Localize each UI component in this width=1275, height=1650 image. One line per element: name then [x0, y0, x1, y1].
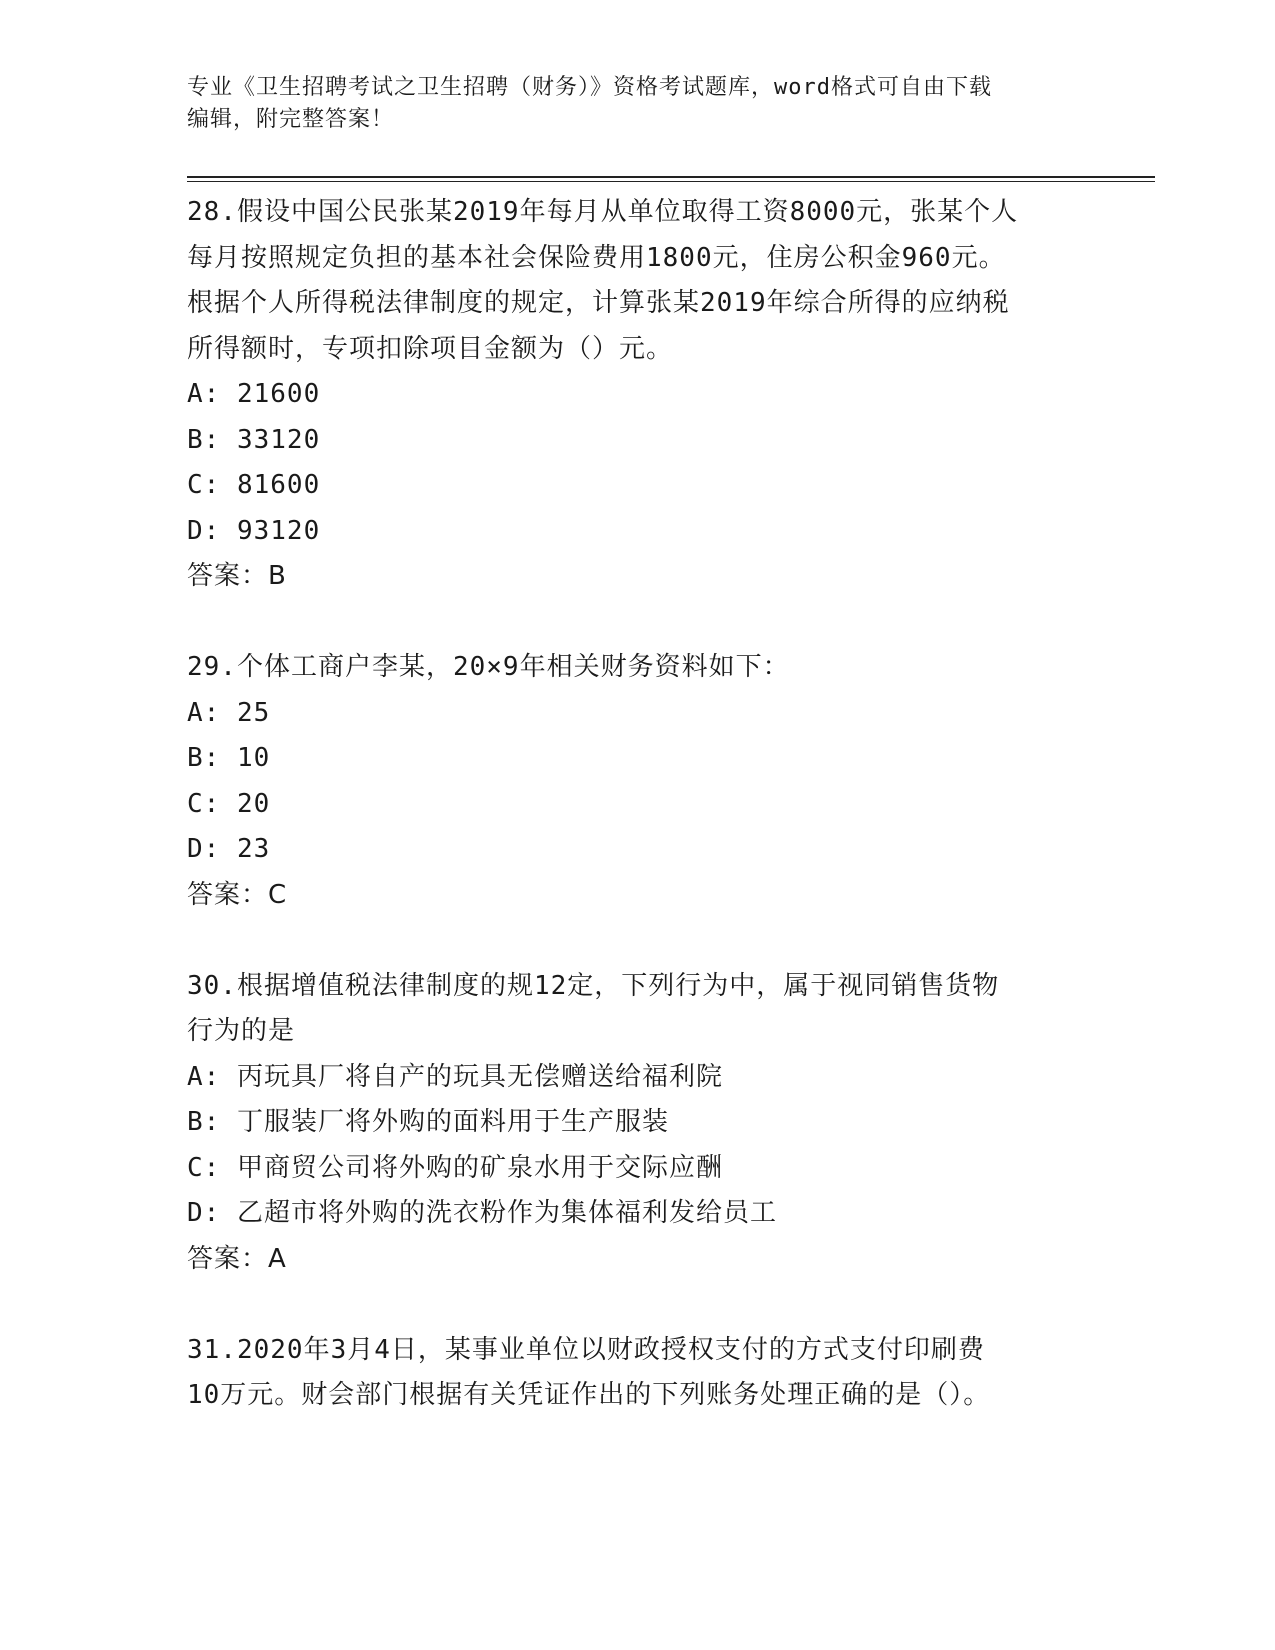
answer-label: 答案：A: [187, 1243, 287, 1274]
option-a: A: 25: [187, 697, 271, 728]
question-spacer: [187, 918, 1087, 964]
header-line-1: 专业《卫生招聘考试之卫生招聘（财务）》资格考试题库，word格式可自由下载: [187, 75, 992, 100]
question-text-line: 28.假设中国公民张某2019年每月从单位取得工资8000元，张某个人: [187, 197, 1019, 227]
question-text-line: 30.根据增值税法律制度的规12定，下列行为中，属于视同销售货物: [187, 970, 1000, 1001]
header-rule-thick: [187, 176, 1155, 178]
option-b: B: 10: [187, 743, 271, 773]
header-line-2: 编辑，附完整答案！: [187, 107, 395, 132]
question-text-line: 每月按照规定负担的基本社会保险费用1800元，住房公积金960元。: [187, 242, 1006, 273]
question-text-line: 根据个人所得税法律制度的规定，计算张某2019年综合所得的应纳税: [187, 288, 1010, 318]
question-text-line: 10万元。财会部门根据有关凭证作出的下列账务处理正确的是（）。: [187, 1380, 991, 1410]
question-text-line: 29.个体工商户李某，20×9年相关财务资料如下：: [187, 652, 790, 682]
answer-label: 答案：B: [187, 561, 287, 591]
option-b: B: 33120: [187, 424, 321, 455]
header-rule-thin: [187, 181, 1155, 182]
question-28: [187, 190, 1087, 600]
option-c: C: 甲商贸公司将外购的矿泉水用于交际应酬: [187, 1152, 723, 1183]
option-b: B: 丁服装厂将外购的面料用于生产服装: [187, 1107, 669, 1137]
option-d: D: 乙超市将外购的洗衣粉作为集体福利发给员工: [187, 1198, 777, 1228]
question-29: [187, 645, 1087, 918]
question-31: [187, 1328, 1087, 1419]
question-30: [187, 964, 1087, 1283]
document-header: [187, 72, 1087, 136]
option-a: A: 21600: [187, 379, 321, 409]
option-d: D: 93120: [187, 515, 321, 546]
option-c: C: 81600: [187, 470, 321, 500]
question-text-line: 所得额时，专项扣除项目金额为（）元。: [187, 333, 674, 364]
question-text-line: 31.2020年3月4日，某事业单位以财政授权支付的方式支付印刷费: [187, 1334, 985, 1365]
option-c: C: 20: [187, 788, 271, 819]
question-spacer: [187, 1282, 1087, 1328]
question-spacer: [187, 600, 1087, 646]
option-d: D: 23: [187, 834, 271, 864]
option-a: A: 丙玩具厂将自产的玩具无偿赠送给福利院: [187, 1061, 723, 1092]
answer-label: 答案：C: [187, 879, 288, 910]
question-text-line: 行为的是: [187, 1016, 296, 1046]
question-list: [187, 190, 1087, 1419]
